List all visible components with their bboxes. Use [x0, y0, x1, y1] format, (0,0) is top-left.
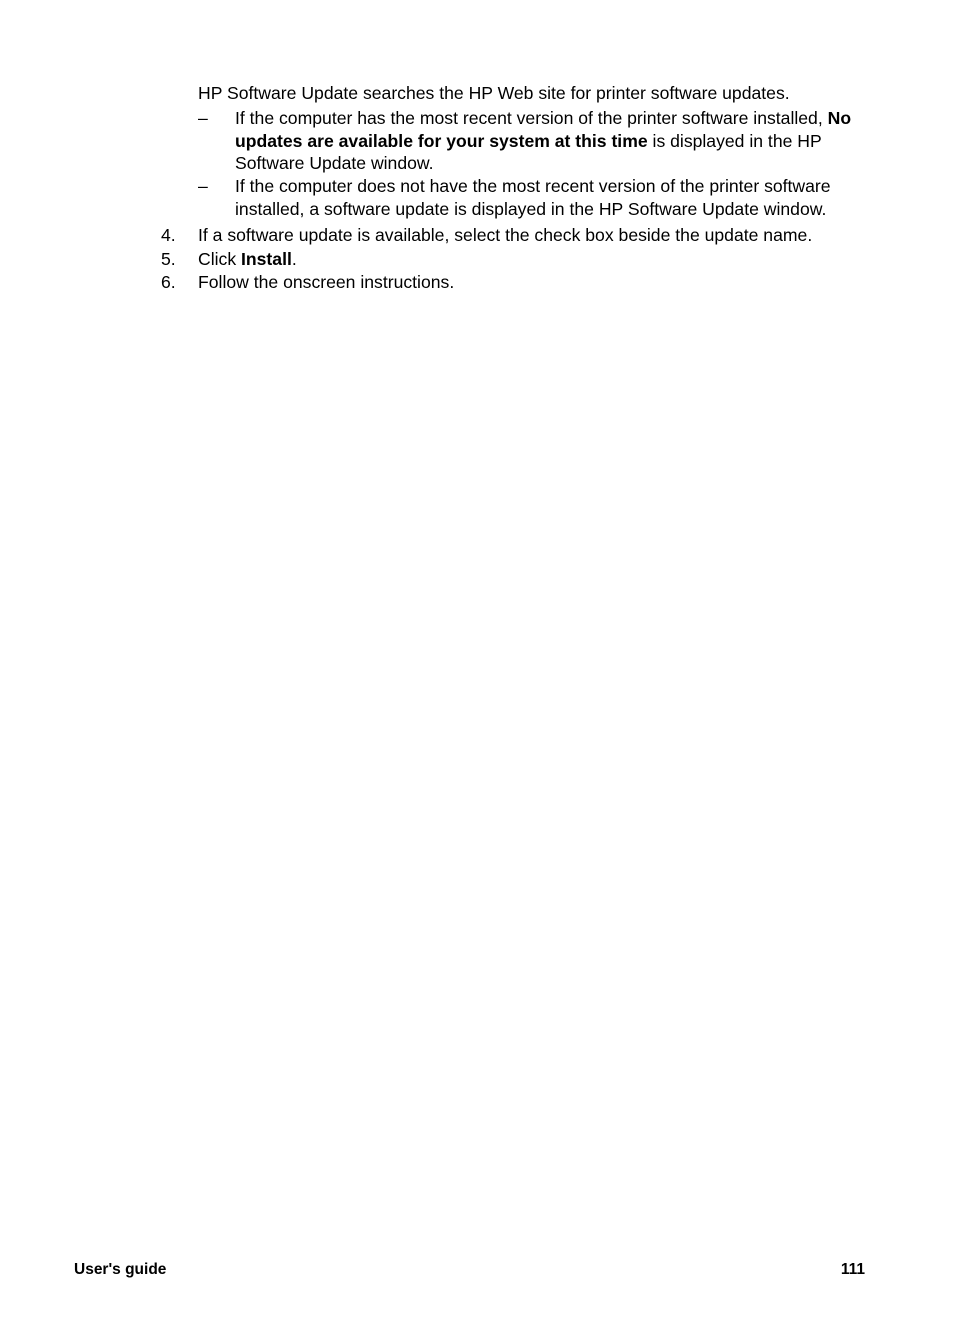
step-6 — [161, 271, 881, 294]
step-4 — [161, 224, 881, 247]
step-text — [198, 248, 881, 271]
intro-paragraph: HP Software Update searches the HP Web site for printer software updates. — [198, 83, 790, 103]
dash-item-up-to-date — [198, 107, 878, 175]
footer-guide-title: User's guide — [74, 1261, 167, 1278]
step-text-post: . — [291, 249, 297, 269]
dash-item-text-pre: If the computer has the most recent version of the printer software installed, — [235, 108, 828, 128]
step-5 — [161, 248, 881, 271]
step-number: 5. — [161, 249, 176, 269]
dash-marker: – — [198, 176, 208, 196]
no-updates-message: No updates are available for your system at this time — [235, 108, 852, 151]
step-number: 6. — [161, 272, 176, 292]
install-label: Install — [241, 249, 292, 269]
dash-item-text: If the computer does not have the most recent version of the printer software installed, a software update is displayed in the HP Software Update window. — [235, 176, 831, 219]
step-number: 4. — [161, 225, 176, 245]
dash-item-text-post: is displayed in the HP Software Update window. — [235, 130, 822, 173]
dash-item-text — [235, 107, 875, 175]
step-text: If a software update is available, select the check box beside the update name. — [198, 225, 813, 245]
dash-marker: – — [198, 108, 208, 128]
footer-page-number: 111 — [840, 1261, 865, 1278]
step-text: Follow the onscreen instructions. — [198, 272, 455, 292]
dash-item-update-available — [198, 175, 878, 220]
step-text-pre: Click — [198, 249, 242, 269]
